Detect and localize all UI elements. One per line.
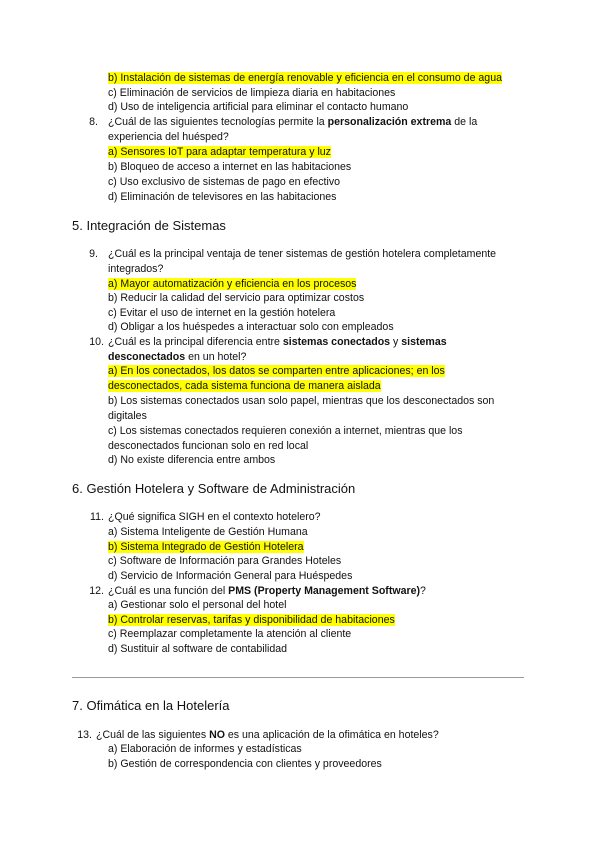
answer-highlight: a) Sensores IoT para adaptar temperatura y luz (108, 146, 331, 158)
q9-question: ¿Cuál es la principal ventaja de tener sistemas de gestión hotelera completamente (108, 248, 497, 260)
q11-question: ¿Qué significa SIGH en el contexto hotelero? (108, 511, 321, 523)
q12-option-d: d) Sustituir al software de contabilidad (108, 643, 288, 655)
q10-option-b-line2: digitales (108, 410, 147, 422)
q8-option-b: b) Bloqueo de acceso a internet en las habitaciones (108, 161, 352, 173)
q8-option-d: d) Eliminación de televisores en las habitaciones (108, 191, 337, 203)
section-5-heading: 5. Integración de Sistemas (72, 218, 226, 233)
q7-option-d: d) Uso de inteligencia artificial para eliminar el contacto humano (108, 101, 409, 113)
q12-question: ¿Cuál es una función del PMS (Property Management Software)? (108, 585, 426, 597)
q12-option-c: c) Reemplazar completamente la atención al cliente (108, 628, 352, 640)
q9-number: 9. (89, 248, 98, 260)
q12-number: 12. (89, 585, 104, 597)
q10-option-b: b) Los sistemas conectados usan solo papel, mientras que los desconectados son (108, 395, 495, 407)
answer-highlight: a) En los conectados, los datos se comparten entre aplicaciones; en los (108, 365, 445, 377)
q7-option-c: c) Eliminación de servicios de limpieza diaria en habitaciones (108, 87, 396, 99)
answer-highlight: b) Sistema Integrado de Gestión Hotelera (108, 541, 304, 553)
q13-option-a: a) Elaboración de informes y estadísticas (108, 743, 302, 755)
q11-option-d: d) Servicio de Información General para Huéspedes (108, 570, 353, 582)
q10-option-d: d) No existe diferencia entre ambos (108, 454, 276, 466)
q8-question-line2: experiencia del huésped? (108, 131, 229, 143)
q10-option-a-line2 (108, 379, 381, 393)
q10-option-c: c) Los sistemas conectados requieren conexión a internet, mientras que los (108, 425, 463, 437)
q8-question: ¿Cuál de las siguientes tecnologías permite la personalización extrema de la (108, 116, 478, 128)
answer-highlight: a) Mayor automatización y eficiencia en los procesos (108, 278, 357, 290)
q10-number: 10. (89, 336, 104, 348)
q13-question: ¿Cuál de las siguientes NO es una aplicación de la ofimática en hoteles? (96, 729, 439, 741)
q9-option-a (108, 277, 356, 291)
q9-question-line2: integrados? (108, 263, 164, 275)
q12-option-a: a) Gestionar solo el personal del hotel (108, 599, 287, 611)
q8-option-c: c) Uso exclusivo de sistemas de pago en efectivo (108, 176, 341, 188)
q8-number: 8. (89, 116, 98, 128)
answer-highlight: b) Controlar reservas, tarifas y disponibilidad de habitaciones (108, 614, 395, 626)
horizontal-divider (72, 677, 524, 678)
q11-option-a: a) Sistema Inteligente de Gestión Humana (108, 526, 308, 538)
q9-option-d: d) Obligar a los huéspedes a interactuar solo con empleados (108, 321, 394, 333)
answer-highlight: b) Instalación de sistemas de energía renovable y eficiencia en el consumo de agua (108, 72, 502, 84)
answer-highlight: desconectados, cada sistema funciona de manera aislada (108, 380, 381, 392)
section-6-heading: 6. Gestión Hotelera y Software de Administración (72, 481, 356, 496)
q9-option-b: b) Reducir la calidad del servicio para optimizar costos (108, 292, 365, 304)
q10-question: ¿Cuál es la principal diferencia entre sistemas conectados y sistemas (108, 336, 447, 348)
q10-option-a (108, 364, 445, 378)
q13-option-b: b) Gestión de correspondencia con clientes y proveedores (108, 758, 382, 770)
q10-option-c-line2: desconectados funcionan solo en red local (108, 440, 309, 452)
q12-option-b (108, 613, 395, 627)
q10-question-line2: desconectados en un hotel? (108, 351, 247, 363)
section-7-heading: 7. Ofimática en la Hotelería (72, 698, 230, 713)
q11-option-b (108, 540, 304, 554)
q13-number: 13. (77, 729, 92, 741)
q9-option-c: c) Evitar el uso de internet en la gestión hotelera (108, 307, 336, 319)
q7-option-b (108, 71, 502, 85)
q8-option-a (108, 145, 331, 159)
q11-option-c: c) Software de Información para Grandes Hoteles (108, 555, 342, 567)
q11-number: 11. (90, 511, 104, 523)
